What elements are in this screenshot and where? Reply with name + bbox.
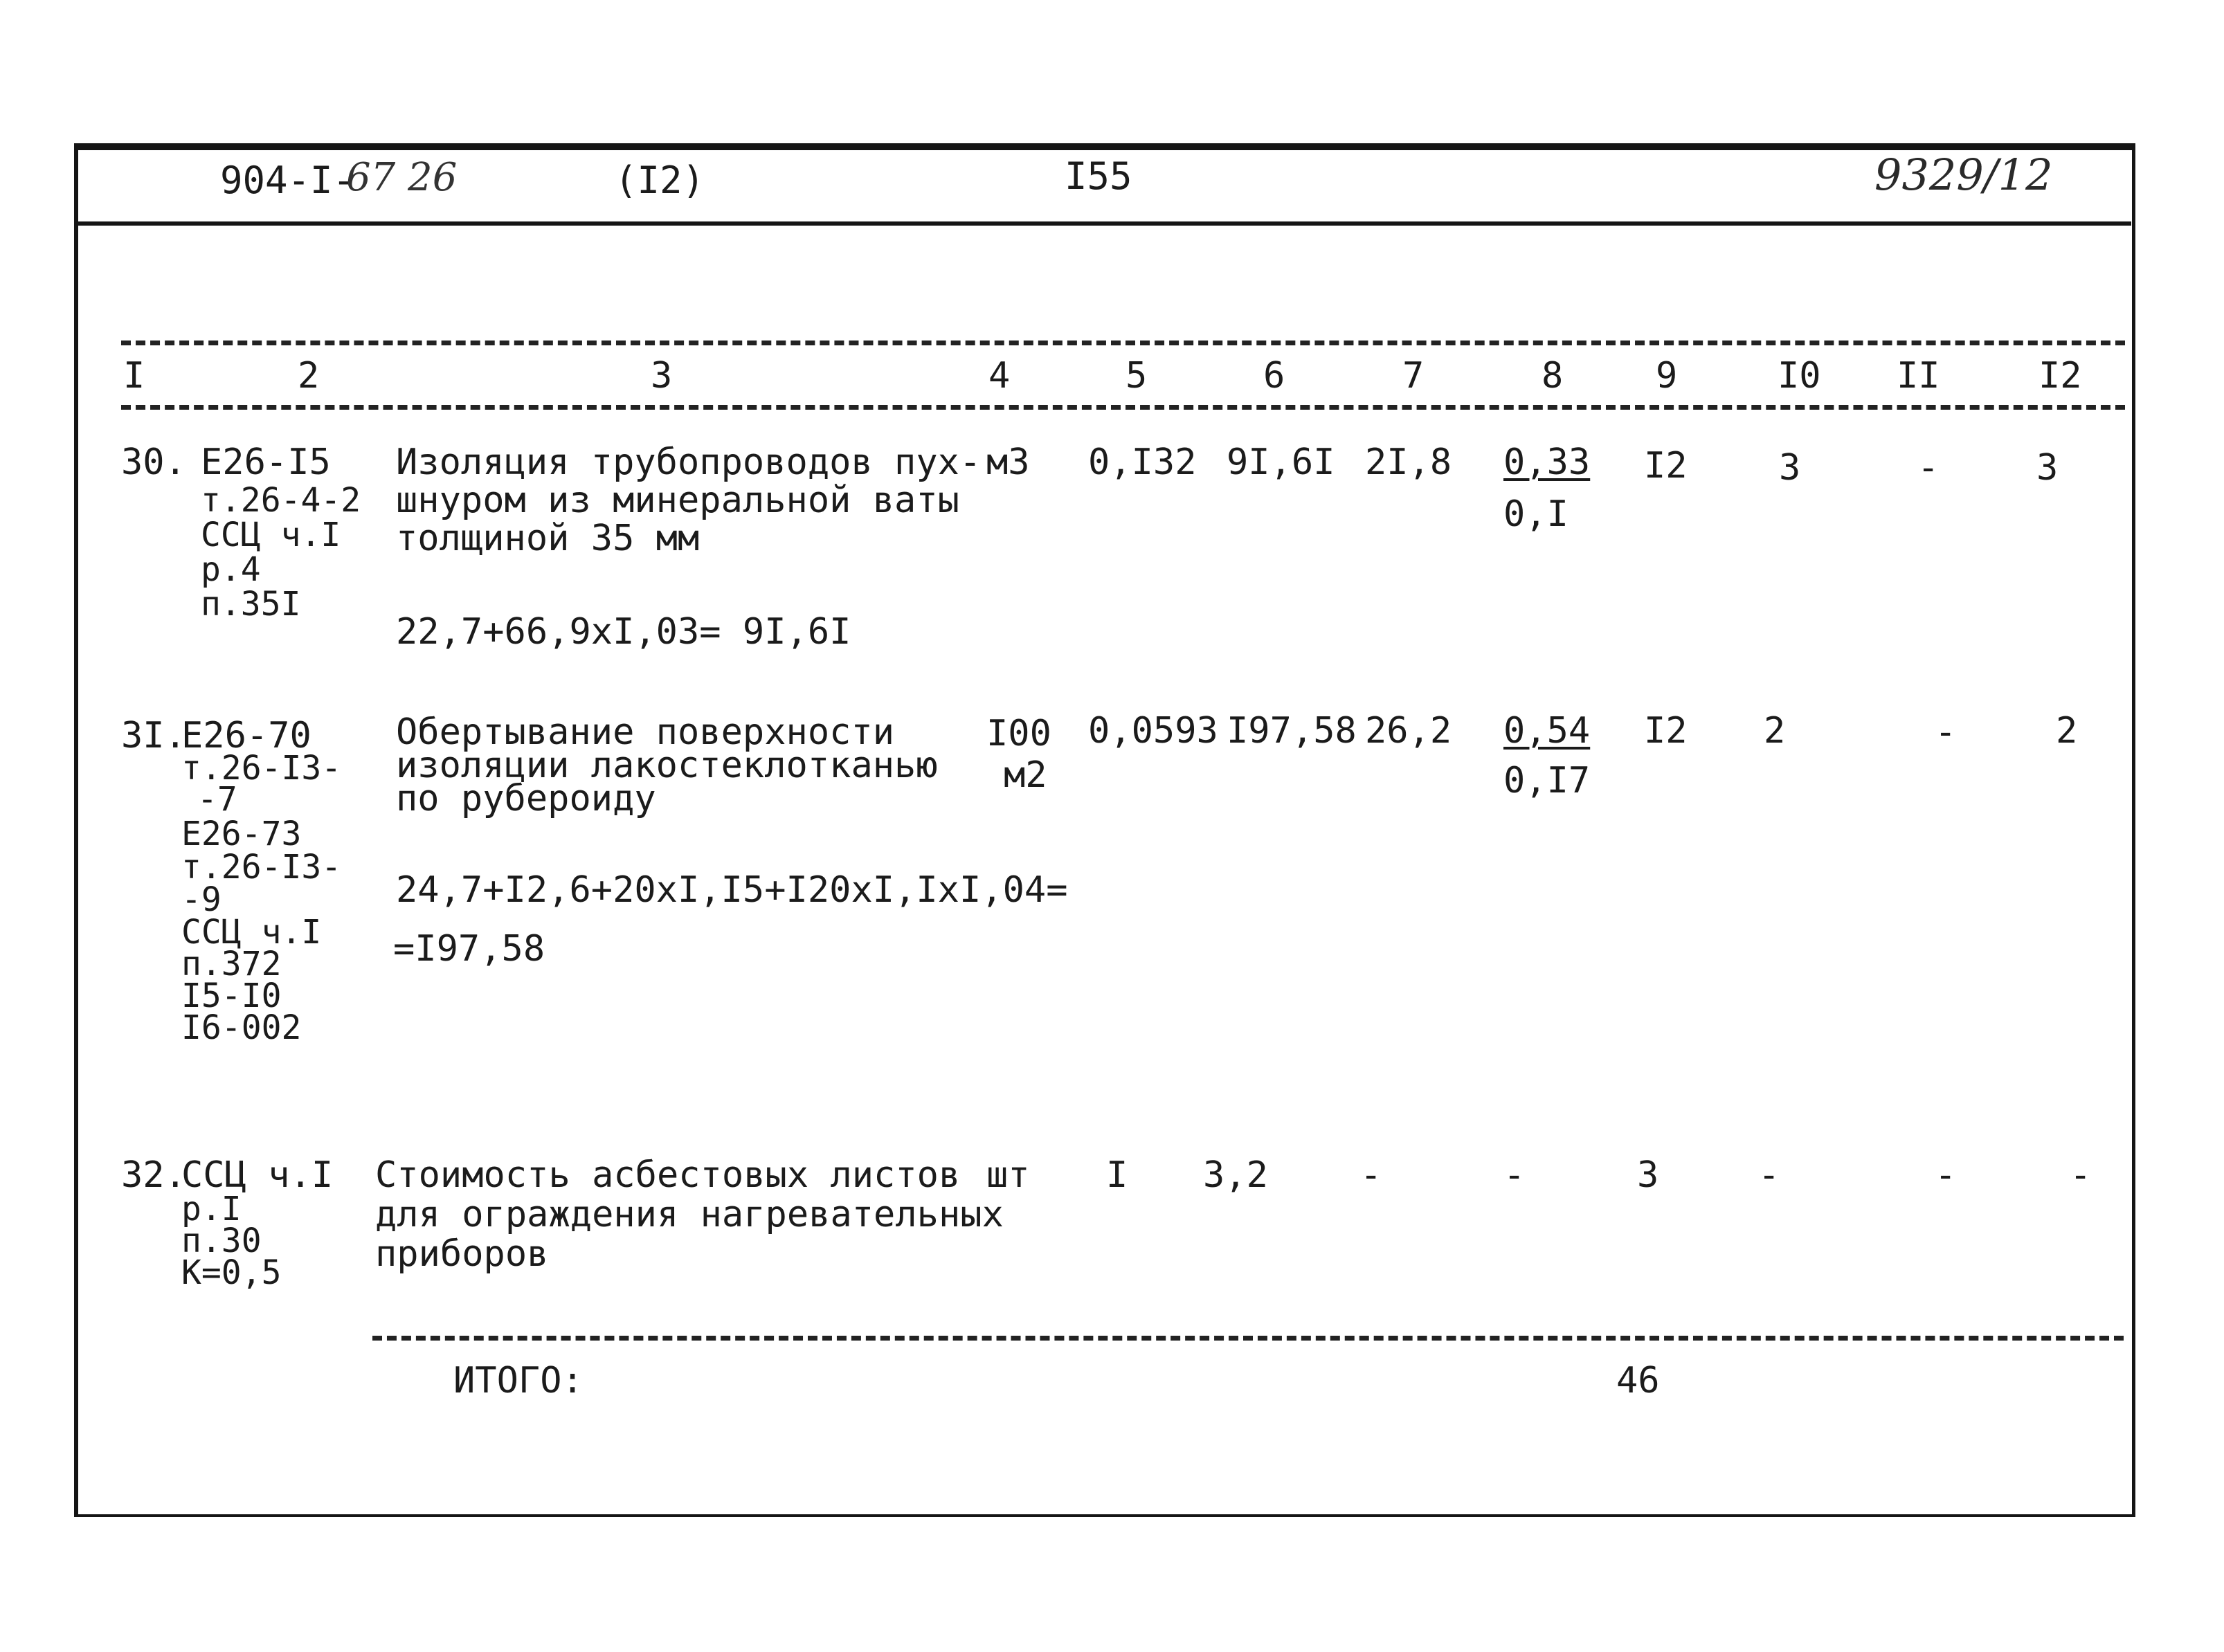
item-name-line: изоляции лакостеклотканью <box>396 745 938 786</box>
value-col6: I97,58 <box>1227 710 1357 752</box>
unit: м2 <box>1004 754 1047 796</box>
unit: I00 <box>986 713 1051 754</box>
value-col10: 2 <box>1764 710 1786 752</box>
value-col9: 3 <box>1637 1154 1659 1196</box>
formula-line: 24,7+I2,6+20xI,I5+I20xI,IxI,04= <box>396 869 1068 911</box>
total-rule <box>372 1336 2124 1341</box>
row-number: 3I. <box>121 715 186 756</box>
header-divider <box>78 221 2131 226</box>
column-header: 3 <box>651 355 673 397</box>
value-col12: 3 <box>2036 447 2059 489</box>
code-line: К=0,5 <box>181 1253 282 1292</box>
formula-line: =I97,58 <box>393 928 545 970</box>
doc-code-handwritten: 67 26 <box>346 155 458 200</box>
row-number: 32. <box>121 1154 186 1196</box>
value-col8-bottom: 0,I <box>1503 493 1568 535</box>
sheet-part: (I2) <box>615 158 705 202</box>
total-label: ИТОГО: <box>453 1360 584 1401</box>
code-line: р.I <box>181 1190 242 1228</box>
value-col7: 26,2 <box>1365 710 1452 752</box>
value-col8-top: 0,33 <box>1503 442 1591 483</box>
row-number: 30. <box>121 442 186 483</box>
value-col5: 0,0593 <box>1088 710 1218 752</box>
code-line: ССЦ ч.I <box>201 516 341 554</box>
unit: м3 <box>986 442 1030 483</box>
code-line: E26-73 <box>181 815 302 853</box>
value-col7: 2I,8 <box>1365 442 1452 483</box>
column-header: 5 <box>1125 355 1148 397</box>
header-rule-bottom <box>121 405 2125 410</box>
column-header: II <box>1897 355 1940 397</box>
code-line: п.372 <box>181 945 282 983</box>
code-line: -9 <box>181 880 222 919</box>
code-line: п.35I <box>201 585 301 624</box>
code-line: I6-002 <box>181 1008 302 1047</box>
item-name-line: по рубероиду <box>396 778 656 819</box>
value-col12: 2 <box>2056 710 2078 752</box>
total-value: 46 <box>1616 1360 1660 1401</box>
code-line: I5-I0 <box>181 977 282 1015</box>
item-name-line: Стоимость асбестовых листов <box>375 1154 961 1196</box>
document-frame <box>74 143 2135 1517</box>
item-name-line: Изоляция трубопроводов пух- <box>396 442 982 483</box>
value-col8-top: 0,54 <box>1503 710 1591 752</box>
value-col6: 3,2 <box>1203 1154 1268 1196</box>
column-header: I2 <box>2038 355 2082 397</box>
value-col9: I2 <box>1644 710 1688 752</box>
column-header: 6 <box>1263 355 1285 397</box>
value-col8-top: - <box>1503 1154 1526 1196</box>
code-line: ССЦ ч.I <box>181 913 322 952</box>
value-col12: - <box>2070 1154 2092 1196</box>
column-header: 7 <box>1402 355 1425 397</box>
value-col11: - <box>1935 1154 1957 1196</box>
item-name-line: шнуром из минеральной ваты <box>396 480 959 521</box>
column-header: 9 <box>1656 355 1678 397</box>
column-header: I0 <box>1778 355 1821 397</box>
unit: шт <box>986 1154 1030 1196</box>
code-line: т.26-4-2 <box>201 481 361 520</box>
code-line: -7 <box>197 780 237 819</box>
value-col5: 0,I32 <box>1088 442 1197 483</box>
column-header: 4 <box>988 355 1011 397</box>
item-name-line: для ограждения нагревательных <box>375 1194 1004 1235</box>
header-rule-top <box>121 341 2125 345</box>
code-line: р.4 <box>201 550 261 589</box>
code-line: т.26-I3- <box>181 848 342 887</box>
value-col7: - <box>1360 1154 1382 1196</box>
item-name-line: Обертывание поверхности <box>396 711 895 753</box>
item-name-line: приборов <box>375 1233 549 1275</box>
code-line: п.30 <box>181 1222 262 1260</box>
value-col10: - <box>1758 1154 1780 1196</box>
doc-code: 904-I- <box>220 158 356 202</box>
code-line: ССЦ ч.I <box>181 1154 334 1196</box>
column-header: 8 <box>1542 355 1564 397</box>
item-name-line: толщиной 35 мм <box>396 518 700 559</box>
value-col11: - <box>1935 711 1957 753</box>
value-col8-bottom: 0,I7 <box>1503 760 1591 801</box>
value-col9: I2 <box>1644 445 1688 487</box>
code-line: E26-70 <box>181 715 311 756</box>
code-line: E26-I5 <box>201 442 331 483</box>
value-col6: 9I,6I <box>1227 442 1335 483</box>
inventory-number: 9329/12 <box>1874 149 2053 200</box>
code-line: т.26-I3- <box>181 749 342 788</box>
formula-line: 22,7+66,9xI,03= 9I,6I <box>396 611 851 653</box>
value-col11: - <box>1917 447 1940 489</box>
page-number: I55 <box>1065 154 1132 198</box>
column-header: I <box>123 355 145 397</box>
value-col5: I <box>1106 1154 1128 1196</box>
column-header: 2 <box>298 355 320 397</box>
value-col10: 3 <box>1779 447 1801 489</box>
